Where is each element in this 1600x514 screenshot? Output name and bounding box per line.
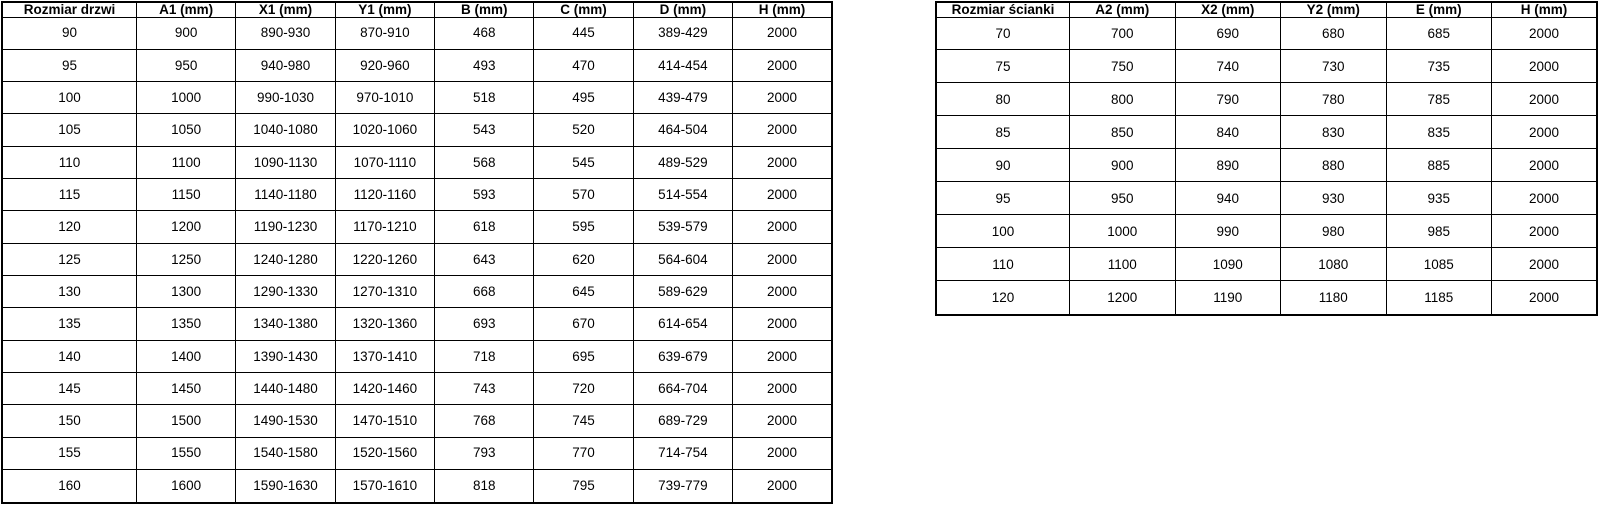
table-row — [2, 372, 832, 404]
table-cell: 518 — [435, 82, 534, 114]
table-cell: 614-654 — [633, 308, 732, 340]
table-cell: 2000 — [733, 243, 832, 275]
header-row — [936, 2, 1597, 17]
table-cell: 445 — [534, 17, 633, 49]
table-cell: 520 — [534, 114, 633, 146]
table-cell: 950 — [1070, 182, 1176, 215]
table-cell: 1190 — [1175, 281, 1281, 315]
table-cell: 743 — [435, 372, 534, 404]
table-cell: 900 — [137, 17, 236, 49]
table-row — [936, 182, 1597, 215]
table-cell: 2000 — [733, 437, 832, 469]
table-cell: 830 — [1281, 116, 1387, 149]
column-header: B (mm) — [435, 2, 534, 17]
table-row — [2, 114, 832, 146]
table-cell: 890-930 — [236, 17, 335, 49]
table-cell: 493 — [435, 49, 534, 81]
table-cell: 2000 — [733, 146, 832, 178]
table-cell: 1070-1110 — [335, 146, 434, 178]
column-header: X1 (mm) — [236, 2, 335, 17]
table-cell: 489-529 — [633, 146, 732, 178]
table-cell: 2000 — [1492, 182, 1598, 215]
table-row — [2, 340, 832, 372]
column-header: Y2 (mm) — [1281, 2, 1387, 17]
table-row — [936, 116, 1597, 149]
table-cell: 1100 — [137, 146, 236, 178]
table-cell: 1500 — [137, 405, 236, 437]
column-header: Y1 (mm) — [335, 2, 434, 17]
table-cell: 685 — [1386, 17, 1492, 50]
table-cell: 2000 — [733, 308, 832, 340]
table-cell: 668 — [435, 276, 534, 308]
table-cell: 1085 — [1386, 248, 1492, 281]
table-cell: 1390-1430 — [236, 340, 335, 372]
table-row — [2, 276, 832, 308]
table-cell: 130 — [2, 276, 137, 308]
table-cell: 990 — [1175, 215, 1281, 248]
table-cell: 570 — [534, 179, 633, 211]
table-cell: 125 — [2, 243, 137, 275]
table-row — [2, 469, 832, 503]
table-cell: 1490-1530 — [236, 405, 335, 437]
header-row — [2, 2, 832, 17]
table-cell: 950 — [137, 49, 236, 81]
table-cell: 693 — [435, 308, 534, 340]
table-row — [936, 149, 1597, 182]
table-cell: 935 — [1386, 182, 1492, 215]
column-header: D (mm) — [633, 2, 732, 17]
table-cell: 718 — [435, 340, 534, 372]
table-cell: 930 — [1281, 182, 1387, 215]
table-cell: 539-579 — [633, 211, 732, 243]
table-cell: 1220-1260 — [335, 243, 434, 275]
table-row — [2, 243, 832, 275]
table-cell: 2000 — [1492, 116, 1598, 149]
table-row — [936, 215, 1597, 248]
table-cell: 790 — [1175, 83, 1281, 116]
table-cell: 1000 — [1070, 215, 1176, 248]
table-cell: 780 — [1281, 83, 1387, 116]
table-cell: 155 — [2, 437, 137, 469]
table-row — [2, 49, 832, 81]
table-cell: 90 — [2, 17, 137, 49]
table-cell: 800 — [1070, 83, 1176, 116]
table-cell: 970-1010 — [335, 82, 434, 114]
table-cell: 664-704 — [633, 372, 732, 404]
table-cell: 818 — [435, 469, 534, 503]
table-cell: 2000 — [1492, 215, 1598, 248]
table-cell: 1570-1610 — [335, 469, 434, 503]
table-cell: 680 — [1281, 17, 1387, 50]
table-cell: 920-960 — [335, 49, 434, 81]
table-cell: 135 — [2, 308, 137, 340]
table-row — [936, 248, 1597, 281]
table-cell: 100 — [2, 82, 137, 114]
table-cell: 730 — [1281, 50, 1387, 83]
table-row — [936, 83, 1597, 116]
table-cell: 793 — [435, 437, 534, 469]
table-cell: 2000 — [1492, 281, 1598, 315]
table-cell: 115 — [2, 179, 137, 211]
table-cell: 980 — [1281, 215, 1387, 248]
table-cell: 95 — [2, 49, 137, 81]
table-cell: 735 — [1386, 50, 1492, 83]
table-cell: 985 — [1386, 215, 1492, 248]
table-cell: 1420-1460 — [335, 372, 434, 404]
table-cell: 770 — [534, 437, 633, 469]
table-cell: 110 — [936, 248, 1070, 281]
table-cell: 695 — [534, 340, 633, 372]
table-cell: 389-429 — [633, 17, 732, 49]
table-row — [936, 17, 1597, 50]
table-cell: 568 — [435, 146, 534, 178]
table-cell: 670 — [534, 308, 633, 340]
table-cell: 1350 — [137, 308, 236, 340]
table-cell: 1300 — [137, 276, 236, 308]
table-cell: 639-679 — [633, 340, 732, 372]
table-cell: 880 — [1281, 149, 1387, 182]
column-header: H (mm) — [733, 2, 832, 17]
table-cell: 150 — [2, 405, 137, 437]
table-cell: 1470-1510 — [335, 405, 434, 437]
table-cell: 1240-1280 — [236, 243, 335, 275]
table-cell: 160 — [2, 469, 137, 503]
column-header: H (mm) — [1492, 2, 1598, 17]
table-cell: 940-980 — [236, 49, 335, 81]
column-header: A2 (mm) — [1070, 2, 1176, 17]
table-row — [936, 50, 1597, 83]
table-cell: 439-479 — [633, 82, 732, 114]
table-cell: 745 — [534, 405, 633, 437]
table-cell: 545 — [534, 146, 633, 178]
table-cell: 2000 — [1492, 83, 1598, 116]
table-cell: 1270-1310 — [335, 276, 434, 308]
table-cell: 1020-1060 — [335, 114, 434, 146]
table-cell: 885 — [1386, 149, 1492, 182]
table-cell: 2000 — [1492, 50, 1598, 83]
table-cell: 70 — [936, 17, 1070, 50]
table-row — [2, 82, 832, 114]
table-cell: 1120-1160 — [335, 179, 434, 211]
table-cell: 1370-1410 — [335, 340, 434, 372]
table-cell: 620 — [534, 243, 633, 275]
table-cell: 645 — [534, 276, 633, 308]
table-cell: 464-504 — [633, 114, 732, 146]
table-cell: 890 — [1175, 149, 1281, 182]
table-cell: 414-454 — [633, 49, 732, 81]
table-cell: 120 — [936, 281, 1070, 315]
table-cell: 1040-1080 — [236, 114, 335, 146]
table-cell: 140 — [2, 340, 137, 372]
table-cell: 1440-1480 — [236, 372, 335, 404]
table-cell: 2000 — [733, 340, 832, 372]
table-cell: 2000 — [733, 276, 832, 308]
table-cell: 643 — [435, 243, 534, 275]
table-cell: 750 — [1070, 50, 1176, 83]
table-cell: 2000 — [733, 17, 832, 49]
table-cell: 720 — [534, 372, 633, 404]
table-cell: 835 — [1386, 116, 1492, 149]
table-cell: 2000 — [733, 179, 832, 211]
table-cell: 2000 — [1492, 17, 1598, 50]
table-cell: 2000 — [1492, 149, 1598, 182]
table-cell: 95 — [936, 182, 1070, 215]
table-cell: 690 — [1175, 17, 1281, 50]
table-cell: 595 — [534, 211, 633, 243]
table-cell: 740 — [1175, 50, 1281, 83]
table-cell: 739-779 — [633, 469, 732, 503]
table-cell: 1550 — [137, 437, 236, 469]
table-cell: 1250 — [137, 243, 236, 275]
table-cell: 105 — [2, 114, 137, 146]
table-cell: 689-729 — [633, 405, 732, 437]
table-cell: 90 — [936, 149, 1070, 182]
table-cell: 1190-1230 — [236, 211, 335, 243]
table-cell: 1450 — [137, 372, 236, 404]
table-cell: 495 — [534, 82, 633, 114]
table-row — [2, 211, 832, 243]
table-cell: 2000 — [733, 82, 832, 114]
table-cell: 940 — [1175, 182, 1281, 215]
table-row — [2, 405, 832, 437]
table-cell: 1200 — [1070, 281, 1176, 315]
table-cell: 1520-1560 — [335, 437, 434, 469]
wall-size-table — [935, 1, 1598, 316]
table-cell: 840 — [1175, 116, 1281, 149]
table-cell: 1600 — [137, 469, 236, 503]
table-cell: 110 — [2, 146, 137, 178]
table-cell: 900 — [1070, 149, 1176, 182]
table-cell: 1080 — [1281, 248, 1387, 281]
table-cell: 564-604 — [633, 243, 732, 275]
table-cell: 1400 — [137, 340, 236, 372]
table-cell: 618 — [435, 211, 534, 243]
column-header: C (mm) — [534, 2, 633, 17]
table-cell: 2000 — [733, 469, 832, 503]
table-cell: 768 — [435, 405, 534, 437]
table-cell: 1540-1580 — [236, 437, 335, 469]
table-cell: 1100 — [1070, 248, 1176, 281]
table-cell: 1150 — [137, 179, 236, 211]
table-cell: 2000 — [733, 405, 832, 437]
table-cell: 1140-1180 — [236, 179, 335, 211]
table-cell: 2000 — [733, 49, 832, 81]
table-cell: 145 — [2, 372, 137, 404]
table-cell: 470 — [534, 49, 633, 81]
table-cell: 700 — [1070, 17, 1176, 50]
table-cell: 593 — [435, 179, 534, 211]
table-row — [2, 146, 832, 178]
table-cell: 1185 — [1386, 281, 1492, 315]
table-cell: 1200 — [137, 211, 236, 243]
column-header: A1 (mm) — [137, 2, 236, 17]
table-cell: 543 — [435, 114, 534, 146]
table-cell: 850 — [1070, 116, 1176, 149]
column-header: X2 (mm) — [1175, 2, 1281, 17]
table-cell: 2000 — [733, 372, 832, 404]
table-cell: 714-754 — [633, 437, 732, 469]
table-cell: 589-629 — [633, 276, 732, 308]
table-cell: 785 — [1386, 83, 1492, 116]
table-cell: 1340-1380 — [236, 308, 335, 340]
table-cell: 870-910 — [335, 17, 434, 49]
table-row — [2, 179, 832, 211]
table-cell: 468 — [435, 17, 534, 49]
column-header: E (mm) — [1386, 2, 1492, 17]
table-cell: 1180 — [1281, 281, 1387, 315]
table-cell: 1050 — [137, 114, 236, 146]
table-cell: 1590-1630 — [236, 469, 335, 503]
door-size-table — [1, 1, 833, 504]
table-cell: 1090-1130 — [236, 146, 335, 178]
table-cell: 795 — [534, 469, 633, 503]
table-cell: 1320-1360 — [335, 308, 434, 340]
table-row — [2, 17, 832, 49]
table-cell: 1000 — [137, 82, 236, 114]
table-row — [936, 281, 1597, 315]
table-cell: 75 — [936, 50, 1070, 83]
table-cell: 80 — [936, 83, 1070, 116]
table-cell: 990-1030 — [236, 82, 335, 114]
table-cell: 85 — [936, 116, 1070, 149]
table-cell: 514-554 — [633, 179, 732, 211]
table-cell: 100 — [936, 215, 1070, 248]
table-cell: 120 — [2, 211, 137, 243]
table-cell: 2000 — [1492, 248, 1598, 281]
table-cell: 1170-1210 — [335, 211, 434, 243]
table-cell: 2000 — [733, 114, 832, 146]
table-cell: 2000 — [733, 211, 832, 243]
table-cell: 1090 — [1175, 248, 1281, 281]
column-header: Rozmiar ścianki — [936, 2, 1070, 17]
table-row — [2, 437, 832, 469]
table-cell: 1290-1330 — [236, 276, 335, 308]
column-header: Rozmiar drzwi — [2, 2, 137, 17]
table-row — [2, 308, 832, 340]
